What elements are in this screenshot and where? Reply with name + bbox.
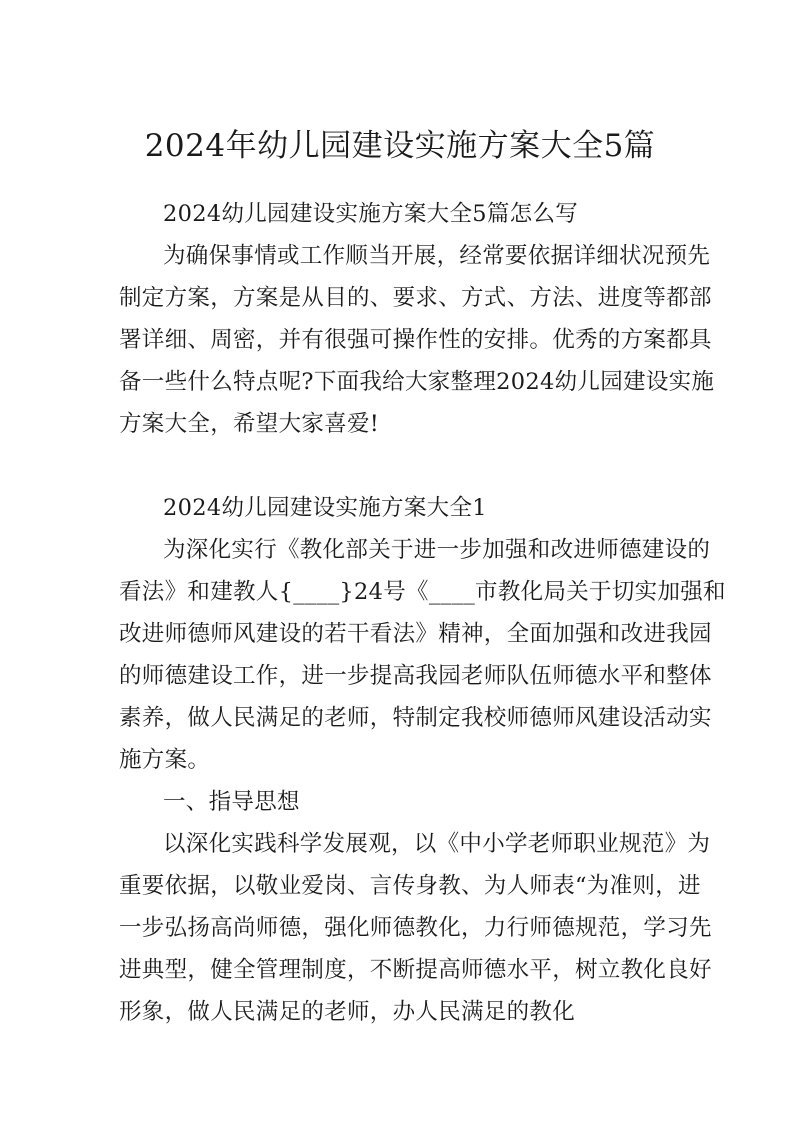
paragraph-line: 素养，做人民满足的老师，特制定我校师德师风建设活动实 bbox=[119, 705, 712, 731]
paragraph-line: 看法》和建教人{____}24号《____市教化局关于切实加强和 bbox=[119, 579, 726, 605]
paragraph-line: 为深化实行《教化部关于进一步加强和改进师德建设的 bbox=[163, 537, 711, 563]
paragraph-line: 制定方案，方案是从目的、要求、方式、方法、进度等都部 bbox=[119, 285, 712, 311]
section-heading: 2024幼儿园建设实施方案大全1 bbox=[163, 495, 487, 521]
paragraph-line: 的师德建设工作，进一步提高我园老师队伍师德水平和整体 bbox=[119, 663, 712, 689]
paragraph-line: 施方案。 bbox=[119, 747, 211, 773]
paragraph-line: 改进师德师风建设的若干看法》精神，全面加强和改进我园 bbox=[119, 621, 712, 647]
paragraph-line: 为确保事情或工作顺当开展，经常要依据详细状况预先 bbox=[163, 243, 711, 269]
paragraph-line: 备一些什么特点呢?下面我给大家整理2024幼儿园建设实施 bbox=[119, 369, 715, 395]
paragraph-line: 形象，做人民满足的老师，办人民满足的教化 bbox=[119, 999, 576, 1025]
paragraph-line: 一步弘扬高尚师德，强化师德教化，力行师德规范，学习先 bbox=[119, 915, 712, 941]
section-heading: 一、指导思想 bbox=[163, 789, 300, 815]
document-title: 2024年幼儿园建设实施方案大全5篇 bbox=[144, 128, 656, 164]
paragraph-line: 重要依据，以敬业爱岗、言传身教、为人师表“为准则，进 bbox=[119, 873, 701, 899]
paragraph-line: 方案大全，希望大家喜爱! bbox=[119, 411, 380, 437]
paragraph-line: 以深化实践科学发展观，以《中小学老师职业规范》为 bbox=[163, 831, 711, 857]
paragraph-line: 署详细、周密，并有很强可操作性的安排。优秀的方案都具 bbox=[119, 327, 712, 353]
subtitle-line: 2024幼儿园建设实施方案大全5篇怎么写 bbox=[163, 201, 579, 227]
paragraph-line: 进典型，健全管理制度，不断提高师德水平，树立教化良好 bbox=[119, 957, 712, 983]
